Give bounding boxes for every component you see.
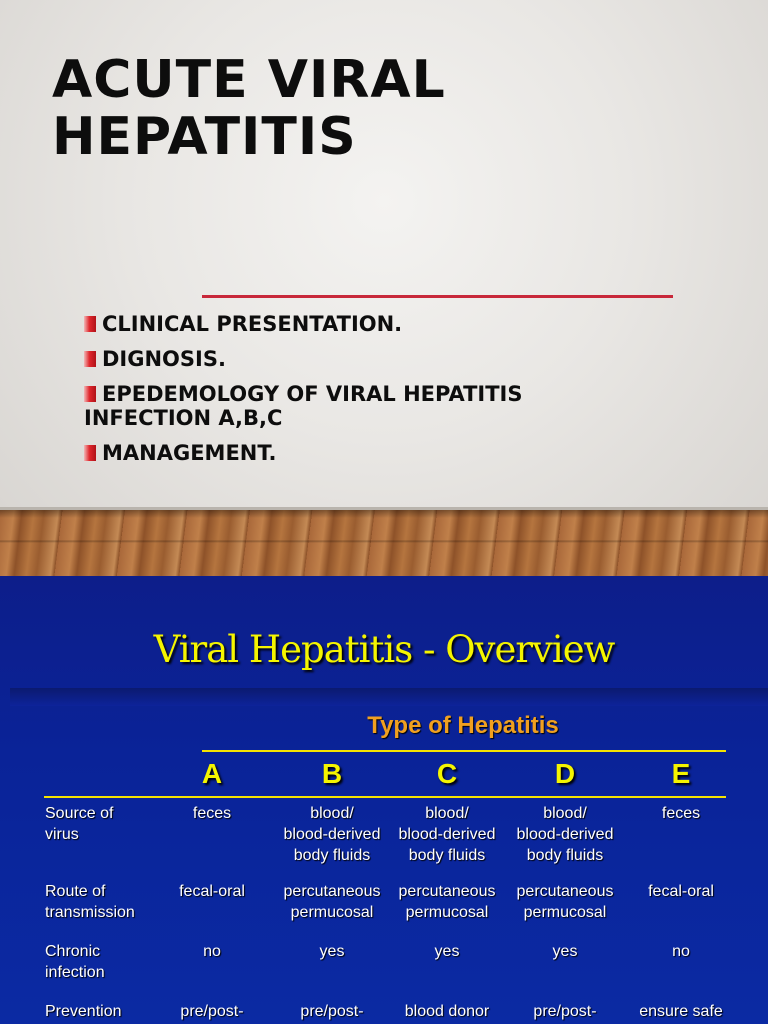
table-cell: feces [192, 805, 232, 822]
column-header-c: C [436, 758, 458, 789]
overview-title: Viral Hepatitis - Overview [153, 628, 615, 671]
row-label-route: Route of transmission [45, 883, 135, 921]
heading-rule [202, 750, 726, 752]
slide-title-line-2: HEPATITIS [52, 107, 357, 167]
topic-item [84, 441, 554, 465]
column-header-a: A [201, 758, 223, 789]
row-label-source: Source of virus [45, 805, 114, 843]
topic-label: DIGNOSIS. [102, 347, 226, 371]
table-cell: yes [319, 943, 345, 960]
accent-divider [202, 295, 673, 298]
table-cell: percutaneous permucosal [516, 883, 614, 921]
column-header-b: B [321, 758, 343, 789]
column-header-e: E [671, 758, 691, 789]
table-cell: fecal-oral [648, 883, 714, 900]
table-cell: fecal-oral [179, 883, 245, 900]
table-heading: Type of Hepatitis [367, 712, 559, 739]
table-cell: blood/ blood-derived body fluids [398, 805, 496, 864]
table-cell: pre/post- [180, 1003, 244, 1020]
topic-label: MANAGEMENT. [102, 441, 277, 465]
header-rule [44, 796, 726, 798]
slide-title-line-1: ACUTE VIRAL [52, 50, 446, 110]
topic-label: EPEDEMOLOGY OF VIRAL HEPATITIS INFECTION A,B,C [84, 382, 523, 430]
table-cell: feces [661, 805, 701, 822]
table-cell: pre/post- [533, 1003, 597, 1020]
table-cell: yes [434, 943, 460, 960]
table-cell: ensure safe [639, 1003, 723, 1020]
table-cell: no [203, 943, 221, 960]
topic-list [84, 312, 554, 476]
table-cell: percutaneous permucosal [398, 883, 496, 921]
row-label-chronic: Chronic infection [45, 943, 105, 981]
wood-floor-decoration [0, 510, 768, 576]
table-cell: blood/ blood-derived body fluids [283, 805, 381, 864]
bullet-square-icon [84, 316, 96, 332]
title-band [10, 688, 768, 706]
bullet-square-icon [84, 445, 96, 461]
table-cell: blood donor [404, 1003, 490, 1020]
topic-item [84, 382, 554, 430]
topic-label: CLINICAL PRESENTATION. [102, 312, 403, 336]
table-cell: yes [552, 943, 578, 960]
table-cell: pre/post- [300, 1003, 364, 1020]
table-cell: no [672, 943, 690, 960]
topic-item [84, 312, 554, 336]
column-header-d: D [554, 758, 576, 789]
bullet-square-icon [84, 351, 96, 367]
table-cell: blood/ blood-derived body fluids [516, 805, 614, 864]
table-cell: percutaneous permucosal [283, 883, 381, 921]
overview-slide [0, 576, 768, 1024]
bullet-square-icon [84, 386, 96, 402]
row-label-prevention: Prevention [45, 1003, 122, 1020]
slide-title [52, 52, 446, 166]
topic-item [84, 347, 554, 371]
